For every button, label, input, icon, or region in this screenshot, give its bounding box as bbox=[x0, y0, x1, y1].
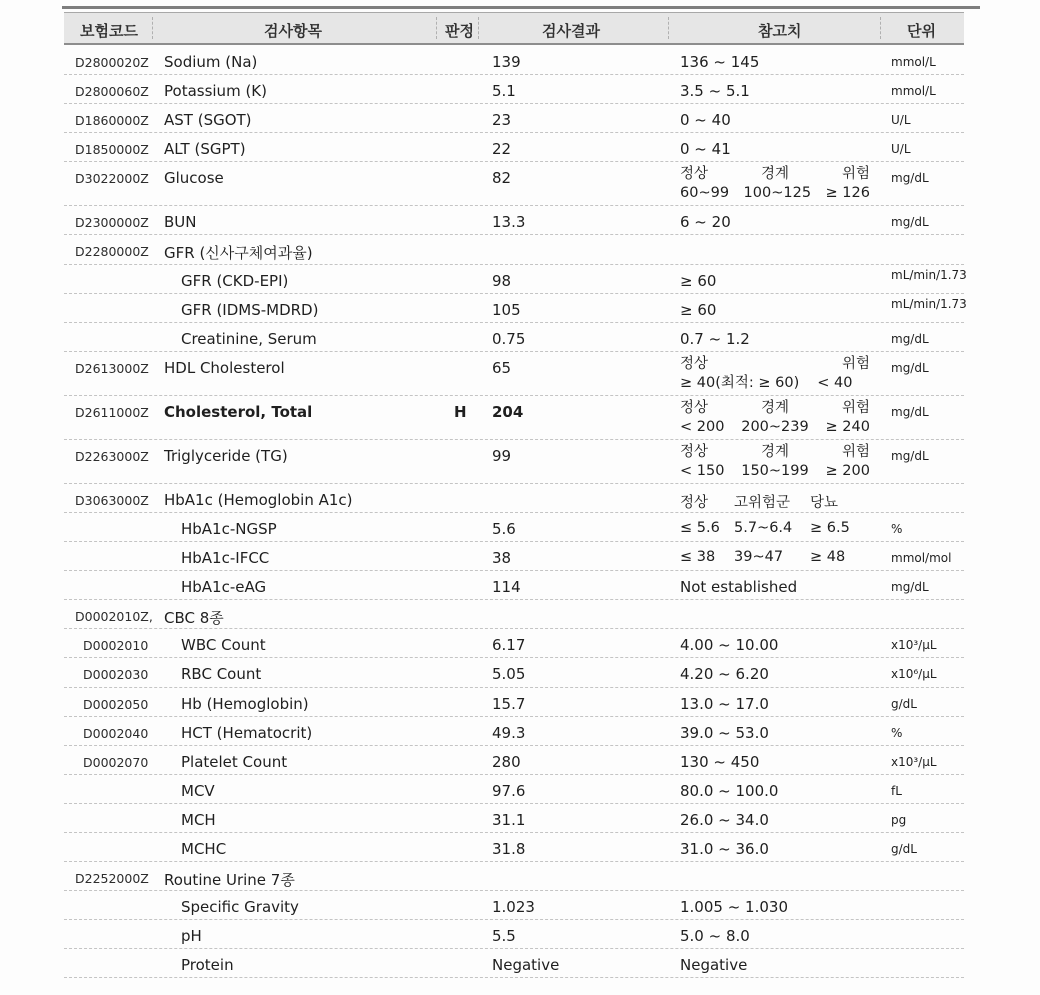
reference-value: ≥ 126 bbox=[825, 185, 870, 202]
table-row bbox=[64, 542, 964, 571]
test-item: Specific Gravity bbox=[181, 898, 299, 917]
test-item: Cholesterol, Total bbox=[164, 402, 313, 421]
table-row bbox=[64, 323, 964, 352]
table-row bbox=[64, 294, 967, 323]
table-row bbox=[64, 206, 964, 235]
table-row bbox=[64, 658, 964, 687]
test-item: HbA1c (Hemoglobin A1c) bbox=[164, 490, 353, 509]
reference-value: < 200 bbox=[680, 418, 725, 435]
reference-values bbox=[680, 462, 870, 481]
table-row bbox=[64, 104, 964, 133]
reference-range: 0 ~ 40 bbox=[680, 111, 731, 130]
reference-range: ≥ 60 bbox=[680, 300, 717, 319]
unit: x10⁶/μL bbox=[891, 667, 937, 682]
unit: U/L bbox=[891, 113, 911, 128]
test-item: GFR (IDMS-MDRD) bbox=[181, 300, 319, 319]
reference-label: 위험 bbox=[841, 166, 870, 183]
header-divider bbox=[880, 17, 881, 39]
reference-value: 39~47 bbox=[734, 549, 784, 566]
test-result: Negative bbox=[492, 956, 560, 975]
insurance-code: D0002010Z, bbox=[75, 609, 153, 625]
test-item: Platelet Count bbox=[181, 752, 288, 771]
test-result: 139 bbox=[492, 53, 521, 71]
insurance-code: D3063000Z bbox=[75, 492, 149, 508]
test-result: 23 bbox=[492, 111, 512, 130]
test-result: 65 bbox=[492, 358, 512, 377]
test-result: 97.6 bbox=[492, 781, 526, 800]
table-row bbox=[64, 920, 964, 949]
insurance-code: D2611000Z bbox=[75, 404, 149, 420]
unit: % bbox=[891, 725, 903, 740]
reference-label: 정상 bbox=[680, 399, 709, 416]
reference-label: 경계 bbox=[760, 443, 789, 460]
reference-label: 경계 bbox=[760, 399, 789, 416]
reference-value: ≥ 6.5 bbox=[810, 519, 850, 536]
reference-labels bbox=[680, 355, 870, 374]
insurance-code: D2263000Z bbox=[75, 448, 149, 464]
reference-range bbox=[680, 491, 870, 512]
insurance-code: D0002010 bbox=[83, 638, 149, 654]
reference-value: 100~125 bbox=[743, 185, 812, 202]
reference-values bbox=[680, 374, 870, 393]
reference-value: 200~239 bbox=[741, 418, 809, 435]
unit: mg/dL bbox=[891, 171, 929, 186]
reference-range: 13.0 ~ 17.0 bbox=[680, 694, 769, 713]
test-item: HbA1c-IFCC bbox=[181, 549, 270, 568]
reference-range: 6 ~ 20 bbox=[680, 213, 731, 232]
header-code: 보험코드 bbox=[80, 22, 138, 40]
reference-range: 0.7 ~ 1.2 bbox=[680, 329, 750, 348]
test-item: pH bbox=[181, 927, 202, 946]
reference-value: 60~99 bbox=[680, 185, 730, 202]
reference-labels bbox=[680, 399, 870, 418]
table-row bbox=[64, 775, 964, 804]
reference-range: 31.0 ~ 36.0 bbox=[680, 839, 769, 858]
table-row bbox=[64, 352, 964, 396]
reference-range: 130 ~ 450 bbox=[680, 752, 760, 771]
reference-value: ≤ 5.6 bbox=[680, 519, 720, 536]
header-reference: 참고치 bbox=[758, 22, 802, 40]
insurance-code: D0002030 bbox=[83, 667, 149, 683]
reference-range: 26.0 ~ 34.0 bbox=[680, 810, 769, 829]
header-result: 검사결과 bbox=[542, 22, 600, 40]
reference-range: 4.20 ~ 6.20 bbox=[680, 665, 769, 684]
reference-value: ≥ 240 bbox=[825, 418, 870, 435]
reference-label: 경계 bbox=[760, 166, 789, 183]
table-row bbox=[64, 746, 964, 775]
test-item: Sodium (Na) bbox=[164, 53, 258, 71]
reference-value: < 40 bbox=[817, 374, 853, 391]
test-item: MCV bbox=[181, 781, 215, 800]
reference-range: 80.0 ~ 100.0 bbox=[680, 781, 779, 800]
unit: fL bbox=[891, 783, 902, 798]
unit: mg/dL bbox=[891, 448, 929, 463]
test-item: HbA1c-NGSP bbox=[181, 519, 277, 538]
test-item: Glucose bbox=[164, 169, 224, 188]
test-result: 1.023 bbox=[492, 898, 535, 917]
test-item: RBC Count bbox=[181, 665, 262, 684]
test-result: 31.8 bbox=[492, 839, 526, 858]
unit: mg/dL bbox=[891, 404, 929, 419]
insurance-code: D2300000Z bbox=[75, 215, 149, 231]
test-result: 5.6 bbox=[492, 519, 516, 538]
table-header bbox=[64, 12, 964, 45]
table-row bbox=[64, 629, 964, 658]
header-judge: 판정 bbox=[445, 22, 474, 40]
unit: x10³/μL bbox=[891, 754, 937, 769]
table-row bbox=[64, 891, 964, 920]
reference-range bbox=[680, 355, 870, 393]
insurance-code: D2800020Z bbox=[75, 55, 149, 70]
insurance-code: D1860000Z bbox=[75, 113, 149, 129]
reference-label: 위험 bbox=[841, 399, 870, 416]
table-row bbox=[64, 75, 964, 104]
table-row bbox=[64, 571, 964, 600]
insurance-code: D0002070 bbox=[83, 754, 149, 770]
reference-labels bbox=[680, 165, 870, 184]
table-row bbox=[64, 265, 967, 294]
judgement-flag: H bbox=[454, 402, 467, 421]
table-row bbox=[64, 440, 964, 484]
table-row bbox=[64, 235, 964, 264]
test-item: HbA1c-eAG bbox=[181, 578, 267, 597]
reference-range: 4.00 ~ 10.00 bbox=[680, 636, 779, 655]
test-result: 6.17 bbox=[492, 636, 526, 655]
table-row bbox=[64, 162, 964, 206]
test-result: 99 bbox=[492, 446, 512, 465]
test-result: 31.1 bbox=[492, 810, 526, 829]
unit: mmol/mol bbox=[891, 551, 952, 566]
reference-range bbox=[680, 549, 870, 565]
table-row bbox=[64, 717, 964, 746]
test-item: BUN bbox=[164, 213, 197, 232]
test-item: Creatinine, Serum bbox=[181, 329, 317, 348]
table-row bbox=[64, 46, 964, 75]
reference-range: 136 ~ 145 bbox=[680, 53, 760, 71]
reference-range: Not established bbox=[680, 578, 798, 597]
insurance-code: D2252000Z bbox=[75, 871, 149, 887]
insurance-code: D2280000Z bbox=[75, 244, 149, 260]
test-result: 15.7 bbox=[492, 694, 526, 713]
reference-value: 5.7~6.4 bbox=[734, 519, 793, 536]
table-row bbox=[64, 949, 964, 978]
results-table bbox=[64, 46, 967, 978]
unit: x10³/μL bbox=[891, 638, 937, 653]
unit: % bbox=[891, 521, 903, 536]
unit: mmol/L bbox=[891, 55, 936, 69]
test-item: GFR (신사구체여과율) bbox=[164, 244, 313, 263]
top-rule bbox=[62, 6, 980, 9]
reference-value: ≥ 40(최적: ≥ 60) bbox=[680, 374, 800, 391]
reference-value: ≤ 38 bbox=[680, 549, 716, 566]
reference-range: 1.005 ~ 1.030 bbox=[680, 898, 788, 917]
test-item: Routine Urine 7종 bbox=[164, 871, 295, 890]
test-item: CBC 8종 bbox=[164, 609, 224, 628]
table-row bbox=[64, 862, 964, 891]
test-result: 49.3 bbox=[492, 723, 526, 742]
test-result: 204 bbox=[492, 402, 524, 421]
reference-range: 3.5 ~ 5.1 bbox=[680, 82, 750, 101]
test-result: 5.05 bbox=[492, 665, 526, 684]
unit: mL/min/1.73 bbox=[891, 296, 967, 311]
test-item: Potassium (K) bbox=[164, 82, 267, 101]
test-item: ALT (SGPT) bbox=[164, 140, 246, 159]
test-result: 5.5 bbox=[492, 927, 516, 946]
table-row bbox=[64, 484, 964, 513]
test-result: 114 bbox=[492, 578, 521, 597]
reference-label: 정상 bbox=[680, 166, 709, 183]
test-result: 280 bbox=[492, 752, 521, 771]
reference-label: 정상 bbox=[680, 443, 709, 460]
test-item: AST (SGOT) bbox=[164, 111, 252, 130]
unit: U/L bbox=[891, 142, 911, 157]
test-result: 0.75 bbox=[492, 329, 526, 348]
unit: g/dL bbox=[891, 841, 917, 856]
header-divider bbox=[152, 17, 153, 39]
reference-value: 고위험군 bbox=[734, 494, 791, 511]
reference-range: 39.0 ~ 53.0 bbox=[680, 723, 769, 742]
reference-value: 당뇨 bbox=[810, 494, 839, 511]
insurance-code: D0002050 bbox=[83, 696, 149, 712]
reference-label: 위험 bbox=[841, 355, 870, 372]
reference-range: ≥ 60 bbox=[680, 271, 717, 290]
test-item: WBC Count bbox=[181, 636, 266, 655]
reference-labels bbox=[680, 443, 870, 462]
table-row bbox=[64, 396, 964, 440]
reference-value: ≥ 48 bbox=[810, 549, 846, 566]
reference-values bbox=[680, 418, 870, 437]
insurance-code: D2613000Z bbox=[75, 360, 149, 376]
test-result: 13.3 bbox=[492, 213, 526, 232]
reference-range bbox=[680, 443, 870, 481]
test-item: HCT (Hematocrit) bbox=[181, 723, 313, 742]
unit: mmol/L bbox=[891, 84, 936, 99]
test-result: 38 bbox=[492, 549, 512, 568]
test-result: 98 bbox=[492, 271, 512, 290]
insurance-code: D1850000Z bbox=[75, 142, 149, 158]
table-row bbox=[64, 833, 964, 862]
header-item: 검사항목 bbox=[264, 22, 322, 40]
reference-value: ≥ 200 bbox=[825, 462, 870, 479]
reference-value: < 150 bbox=[680, 462, 725, 479]
reference-range bbox=[680, 399, 870, 437]
header-divider bbox=[436, 17, 437, 39]
unit: mg/dL bbox=[891, 215, 929, 230]
reference-range bbox=[680, 520, 870, 536]
unit: pg bbox=[891, 812, 907, 827]
reference-range: Negative bbox=[680, 956, 748, 975]
test-item: Hb (Hemoglobin) bbox=[181, 694, 309, 713]
reference-label: 위험 bbox=[841, 443, 870, 460]
test-item: GFR (CKD-EPI) bbox=[181, 271, 289, 290]
unit: mL/min/1.73 bbox=[891, 267, 967, 282]
reference-range bbox=[680, 165, 870, 203]
test-result: 82 bbox=[492, 169, 512, 188]
reference-value: 150~199 bbox=[741, 462, 809, 479]
test-item: MCH bbox=[181, 810, 216, 829]
header-unit: 단위 bbox=[907, 22, 936, 40]
test-item: Triglyceride (TG) bbox=[164, 446, 288, 465]
test-item: MCHC bbox=[181, 839, 227, 858]
reference-range: 5.0 ~ 8.0 bbox=[680, 927, 750, 946]
insurance-code: D0002040 bbox=[83, 725, 149, 741]
table-row bbox=[64, 600, 964, 629]
reference-range: 0 ~ 41 bbox=[680, 140, 731, 159]
test-item: HDL Cholesterol bbox=[164, 358, 285, 377]
unit: g/dL bbox=[891, 696, 917, 711]
table-row bbox=[64, 804, 964, 833]
reference-values bbox=[680, 184, 870, 203]
header-divider bbox=[478, 17, 479, 39]
test-result: 22 bbox=[492, 140, 512, 159]
test-result: 105 bbox=[492, 300, 521, 319]
header-divider bbox=[668, 17, 669, 39]
unit: mg/dL bbox=[891, 331, 929, 346]
table-row bbox=[64, 513, 964, 542]
test-item: Protein bbox=[181, 956, 234, 975]
reference-value: 정상 bbox=[680, 494, 709, 511]
unit: mg/dL bbox=[891, 580, 929, 595]
insurance-code: D3022000Z bbox=[75, 171, 149, 187]
table-row bbox=[64, 688, 964, 717]
table-row bbox=[64, 133, 964, 162]
insurance-code: D2800060Z bbox=[75, 84, 149, 100]
reference-label: 정상 bbox=[680, 355, 709, 372]
unit: mg/dL bbox=[891, 360, 929, 375]
test-result: 5.1 bbox=[492, 82, 516, 101]
